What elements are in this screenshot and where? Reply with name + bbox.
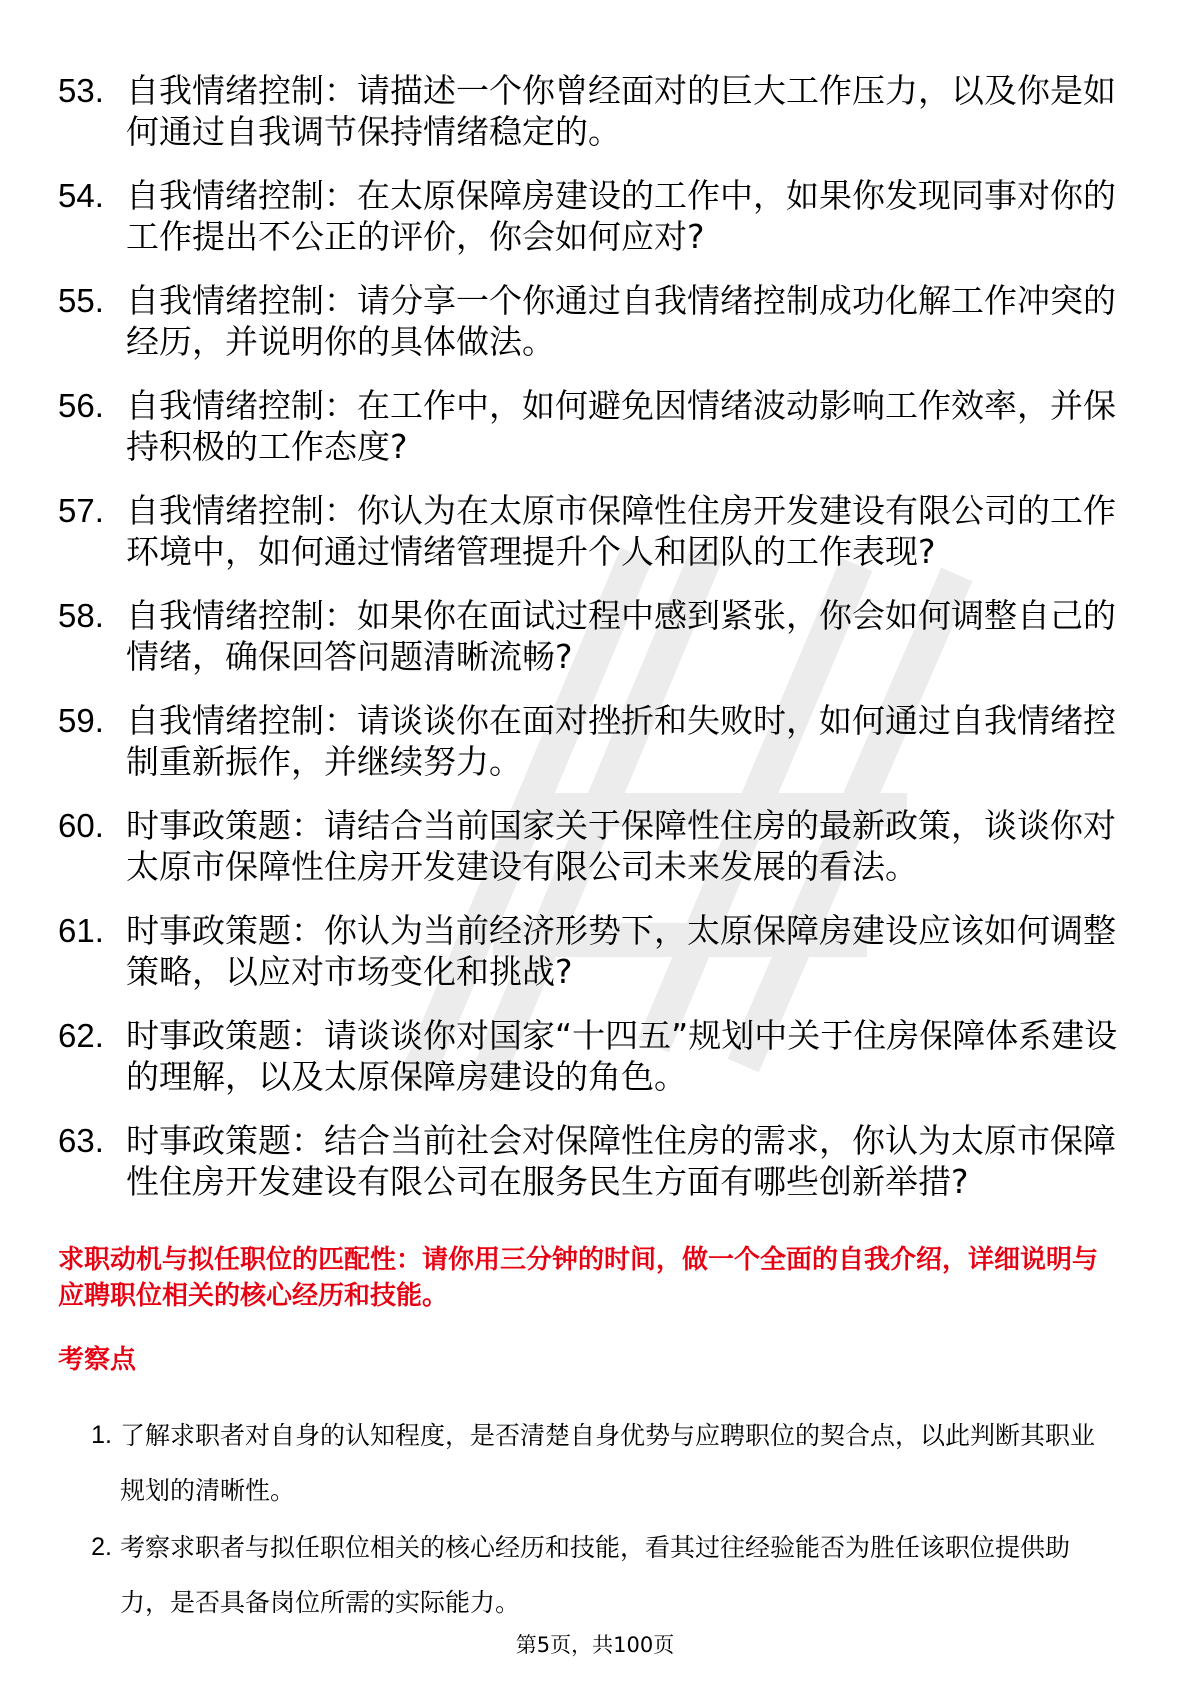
question-text: 自我情绪控制：请描述一个你曾经面对的巨大工作压力，以及你是如何通过自我调节保持情绪稳定的。	[126, 71, 1116, 151]
question-number: 60.	[58, 807, 104, 844]
question-item	[58, 385, 1118, 467]
section-heading: 求职动机与拟任职位的匹配性：请你用三分钟的时间，做一个全面的自我介绍，详细说明与应聘职位相关的核心经历和技能。	[58, 1245, 1099, 1311]
question-text: 自我情绪控制：你认为在太原市保障性住房开发建设有限公司的工作环境中，如何通过情绪管理提升个人和团队的工作表现?	[126, 491, 1116, 571]
question-number: 63.	[58, 1122, 104, 1159]
question-item	[58, 1015, 1118, 1097]
assessment-point	[58, 1520, 1118, 1630]
question-item	[58, 70, 1118, 152]
question-item	[58, 280, 1118, 362]
assessment-points-heading: 考察点	[58, 1345, 137, 1375]
question-number: 53.	[58, 72, 104, 109]
question-item	[58, 1120, 1118, 1202]
question-item	[58, 490, 1118, 572]
point-text: 考察求职者与拟任职位相关的核心经历和技能，看其过往经验能否为胜任该职位提供助力，是否具备岗位所需的实际能力。	[120, 1533, 1071, 1617]
page-number-footer: 第5页，共100页	[515, 1633, 675, 1657]
page-content	[58, 70, 1118, 1632]
point-number: 1.	[91, 1421, 112, 1449]
question-text: 时事政策题：请谈谈你对国家“十四五”规划中关于住房保障体系建设的理解，以及太原保障房建设的角色。	[126, 1016, 1118, 1096]
question-number: 56.	[58, 387, 104, 424]
question-item	[58, 595, 1118, 677]
question-number: 61.	[58, 912, 104, 949]
question-text: 自我情绪控制：在太原保障房建设的工作中，如果你发现同事对你的工作提出不公正的评价，你会如何应对?	[126, 176, 1116, 256]
assessment-point	[58, 1408, 1118, 1518]
point-text: 了解求职者对自身的认知程度，是否清楚自身优势与应聘职位的契合点，以此判断其职业规划的清晰性。	[120, 1421, 1096, 1505]
question-item	[58, 910, 1118, 992]
question-number: 62.	[58, 1017, 104, 1054]
question-number: 55.	[58, 282, 104, 319]
assessment-point-list	[58, 1408, 1118, 1630]
question-list	[58, 70, 1118, 1202]
question-item	[58, 700, 1118, 782]
question-item	[58, 805, 1118, 887]
question-item	[58, 175, 1118, 257]
question-number: 57.	[58, 492, 104, 529]
question-text: 自我情绪控制：在工作中，如何避免因情绪波动影响工作效率，并保持积极的工作态度?	[126, 386, 1116, 466]
question-number: 59.	[58, 702, 104, 739]
question-number: 54.	[58, 177, 104, 214]
question-text: 自我情绪控制：如果你在面试过程中感到紧张，你会如何调整自己的情绪，确保回答问题清晰流畅?	[126, 596, 1116, 676]
point-number: 2.	[91, 1533, 112, 1561]
question-number: 58.	[58, 597, 104, 634]
question-text: 自我情绪控制：请谈谈你在面对挫折和失败时，如何通过自我情绪控制重新振作，并继续努力。	[126, 701, 1116, 781]
question-text: 时事政策题：你认为当前经济形势下，太原保障房建设应该如何调整策略，以应对市场变化和挑战?	[126, 911, 1116, 991]
question-text: 自我情绪控制：请分享一个你通过自我情绪控制成功化解工作冲突的经历，并说明你的具体做法。	[126, 281, 1116, 361]
question-text: 时事政策题：结合当前社会对保障性住房的需求，你认为太原市保障性住房开发建设有限公司在服务民生方面有哪些创新举措?	[126, 1121, 1116, 1201]
question-text: 时事政策题：请结合当前国家关于保障性住房的最新政策，谈谈你对太原市保障性住房开发建设有限公司未来发展的看法。	[126, 806, 1116, 886]
